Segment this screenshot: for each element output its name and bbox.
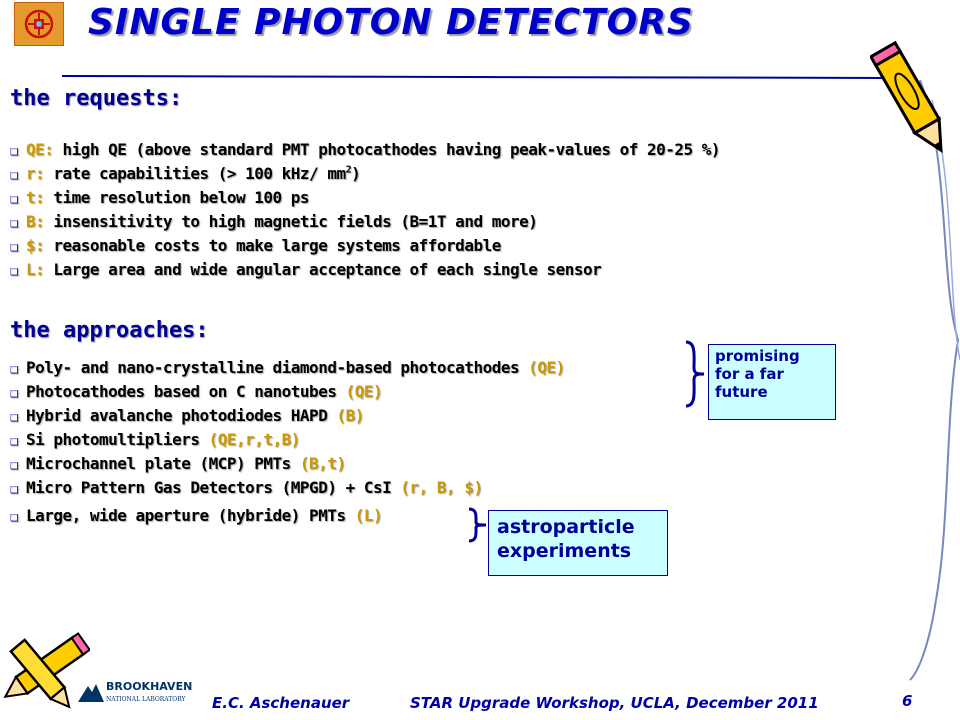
checkbox-bullet-icon: ❑ <box>10 409 18 425</box>
list-item: ❑ Microchannel plate (MCP) PMTs (B,t) <box>10 454 346 473</box>
page-number: 6 <box>902 692 913 710</box>
title-underline <box>0 70 960 82</box>
institute-logo <box>14 2 64 46</box>
checkbox-bullet-icon: ❑ <box>10 433 18 449</box>
checkbox-bullet-icon: ❑ <box>10 143 18 159</box>
approaches-list <box>10 358 565 530</box>
requests-heading: the requests: <box>10 86 183 111</box>
checkbox-bullet-icon: ❑ <box>10 361 18 377</box>
checkbox-bullet-icon: ❑ <box>10 263 18 279</box>
curly-brace-icon <box>682 338 708 410</box>
list-item: ❑ Photocathodes based on C nanotubes (QE) <box>10 382 383 401</box>
pencils-icon <box>0 630 90 720</box>
list-item: ❑ Micro Pattern Gas Detectors (MPGD) + CsI (r, B, $) <box>10 478 483 497</box>
checkbox-bullet-icon: ❑ <box>10 457 18 473</box>
approaches-heading: the approaches: <box>10 318 209 343</box>
footer-event: STAR Upgrade Workshop, UCLA, December 2011 <box>410 694 819 712</box>
list-item: ❑ L: Large area and wide angular acceptance of each single sensor <box>10 260 602 279</box>
list-item: ❑ Si photomultipliers (QE,r,t,B) <box>10 430 300 449</box>
list-item: ❑ B: insensitivity to high magnetic fields (B=1T and more) <box>10 212 538 231</box>
list-item: ❑ QE: high QE (above standard PMT photocathodes having peak-values of 20-25 %) <box>10 140 721 159</box>
list-item: ❑ Poly- and nano-crystalline diamond-based photocathodes (QE) <box>10 358 565 377</box>
checkbox-bullet-icon: ❑ <box>10 509 18 525</box>
brookhaven-logo: BROOKHAVEN NATIONAL LABORATORY <box>78 680 190 714</box>
checkbox-bullet-icon: ❑ <box>10 191 18 207</box>
footer-author: E.C. Aschenauer <box>212 694 350 712</box>
pencil-icon <box>870 40 955 160</box>
page-title: SINGLE PHOTON DETECTORS <box>88 2 694 43</box>
promising-future-callout: promising for a far future <box>708 344 836 420</box>
list-item: ❑ Hybrid avalanche photodiodes HAPD (B) <box>10 406 364 425</box>
checkbox-bullet-icon: ❑ <box>10 215 18 231</box>
list-item: ❑ $: reasonable costs to make large systems affordable <box>10 236 501 255</box>
list-item: ❑ t: time resolution below 100 ps <box>10 188 310 207</box>
checkbox-bullet-icon: ❑ <box>10 167 18 183</box>
curly-brace-icon <box>466 506 490 544</box>
requests-list <box>10 140 720 284</box>
checkbox-bullet-icon: ❑ <box>10 481 18 497</box>
list-item: ❑ r: rate capabilities (> 100 kHz/ $mm^2$) <box>10 164 361 183</box>
list-item: ❑ Large, wide aperture (hybride) PMTs (L) <box>10 506 383 525</box>
checkbox-bullet-icon: ❑ <box>10 239 18 255</box>
checkbox-bullet-icon: ❑ <box>10 385 18 401</box>
astroparticle-callout: astroparticle experiments <box>488 510 668 576</box>
